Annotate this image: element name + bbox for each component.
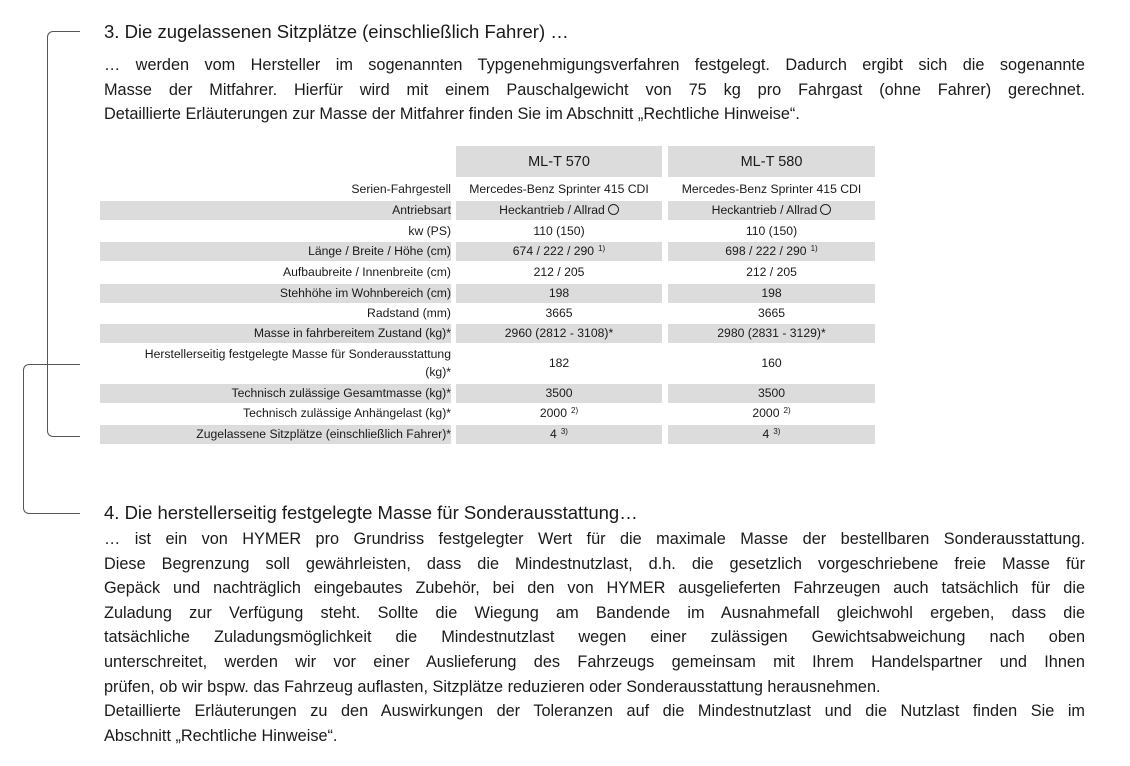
- cell-text: Heckantrieb / Allrad: [711, 203, 818, 217]
- table-row: [100, 345, 875, 382]
- table-row: [100, 284, 875, 303]
- cell-ml-t-570: 3500: [456, 384, 662, 403]
- cell-ml-t-580: [668, 404, 875, 423]
- cell-ml-t-570: 212 / 205: [533, 265, 585, 279]
- paragraph-line: Abschnitt „Rechtliche Hinweise“.: [104, 726, 338, 745]
- footnote-ref: 2): [783, 406, 791, 415]
- section3-paragraph: [104, 53, 1085, 127]
- footnote-ref: 3): [560, 427, 568, 436]
- row-label: kw (PS): [408, 224, 451, 238]
- section4-paragraph: [104, 527, 1085, 748]
- paragraph-line: Masse der Mitfahrer. Hierfür wird mit einem Pauschalgewicht von 75 kg pro Fahrgast (ohne Fahrer) gerechnet.: [104, 80, 1085, 99]
- cell-ml-t-580: [668, 201, 875, 220]
- paragraph-line: prüfen, ob wir bspw. das Fahrzeug auflasten, Sitzplätze reduzieren oder Sonderausstattung herausnehmen.: [104, 677, 881, 696]
- footnote-ref: 1): [598, 244, 606, 253]
- section4-heading: 4. Die herstellerseitig festgelegte Masse für Sonderausstattung…: [104, 502, 638, 523]
- section3-heading: 3. Die zugelassenen Sitzplätze (einschließlich Fahrer) …: [104, 21, 569, 42]
- paragraph-line: unterschreitet, werden wir vor einer Auslieferung des Fahrzeugs gemeinsam mit Ihrem Handelspartner und Ihnen: [104, 652, 1085, 671]
- cell-ml-t-580: 212 / 205: [746, 265, 797, 279]
- row-label: Zugelassene Sitzplätze (einschließlich Fahrer)*: [100, 425, 451, 444]
- column-header-ml-t-570: ML-T 570: [456, 146, 662, 177]
- cell-ml-t-570: 110 (150): [533, 224, 585, 238]
- footnote-ref: 2): [571, 406, 579, 415]
- cell-text: 2000: [539, 406, 567, 420]
- paragraph-line: Detaillierte Erläuterungen zur Masse der Mitfahrer finden Sie im Abschnitt „Rechtliche Hinweise“.: [104, 105, 800, 124]
- cell-text: 4: [550, 427, 557, 441]
- column-header-ml-t-580: ML-T 580: [668, 146, 875, 177]
- table-row: [100, 180, 875, 199]
- paragraph-line: Gepäck und nachträglich eingebautes Zubehör, bei den von HYMER ausgelieferten Fahrzeugen auch tatsächlich für die: [104, 579, 1085, 598]
- cell-text: 698 / 222 / 290: [725, 244, 807, 258]
- row-label-line: Herstellerseitig festgelegte Masse für Sonderausstattung: [144, 347, 451, 361]
- bracket-section4: [23, 364, 80, 514]
- row-label: [100, 345, 451, 381]
- circle-icon: [820, 204, 831, 215]
- table-row: [100, 263, 875, 282]
- row-label: Technisch zulässige Anhängelast (kg)*: [243, 406, 451, 420]
- cell-ml-t-580: 3665: [757, 306, 786, 320]
- paragraph-line: tatsächliche Zuladungsmöglichkeit die Mindestnutzlast wegen einer zulässigen Gewichtsabweichung nach oben: [104, 628, 1085, 647]
- row-label: Radstand (mm): [367, 306, 451, 320]
- cell-text: 2000: [752, 406, 780, 420]
- table-row: [100, 425, 875, 444]
- cell-ml-t-580: 110 (150): [745, 224, 798, 238]
- row-label: Masse in fahrbereitem Zustand (kg)*: [100, 324, 451, 343]
- cell-ml-t-580: 2980 (2831 - 3129)*: [668, 324, 875, 343]
- cell-ml-t-570: 2960 (2812 - 3108)*: [456, 324, 662, 343]
- cell-ml-t-580: 198: [668, 284, 875, 303]
- cell-ml-t-570: [456, 404, 662, 423]
- row-label: Stehhöhe im Wohnbereich (cm): [100, 284, 451, 303]
- table-row: [100, 304, 875, 323]
- cell-ml-t-580: 3500: [668, 384, 875, 403]
- cell-ml-t-570: [456, 201, 662, 220]
- table-row: [100, 242, 875, 261]
- cell-ml-t-570: 198: [456, 284, 662, 303]
- paragraph-line: … ist ein von HYMER pro Grundriss festgelegter Wert für die maximale Masse der bestellbaren Sonderausstattung.: [104, 530, 1085, 548]
- paragraph-line: Detaillierte Erläuterungen zu den Auswirkungen der Toleranzen auf die Mindestnutzlast und die Nutzlast finden Sie im: [104, 702, 1085, 721]
- cell-ml-t-570: [456, 425, 662, 444]
- paragraph-line: … werden vom Hersteller im sogenannten Typgenehmigungsverfahren festgelegt. Dadurch ergibt sich die sogenannte: [104, 56, 1085, 74]
- row-label-line: (kg)*: [425, 365, 451, 379]
- row-label: Serien-Fahrgestell: [351, 182, 451, 196]
- cell-ml-t-570: 3665: [545, 306, 573, 320]
- cell-ml-t-580: [668, 425, 875, 444]
- cell-text: 4: [762, 427, 770, 441]
- table-row: [100, 404, 875, 423]
- cell-ml-t-580: 160: [761, 356, 782, 370]
- row-label: Technisch zulässige Gesamtmasse (kg)*: [100, 384, 451, 403]
- row-label: Länge / Breite / Höhe (cm): [100, 242, 451, 261]
- row-label: Antriebsart: [100, 201, 451, 220]
- cell-ml-t-580: [668, 242, 875, 261]
- table-row: [100, 324, 875, 343]
- paragraph-line: Diese Begrenzung soll gewährleisten, dass die Mindestnutzlast, d.h. die gesetzlich vorgeschriebene freie Masse für: [104, 554, 1085, 573]
- cell-ml-t-570: Mercedes-Benz Sprinter 415 CDI: [469, 182, 649, 196]
- footnote-ref: 3): [773, 427, 781, 436]
- cell-text: Heckantrieb / Allrad: [499, 203, 605, 217]
- paragraph-line: Zuladung zur Verfügung steht. Sollte die Wiegung am Bandende im Ausnahmefall gleichwohl ergeben, dass die: [104, 603, 1085, 622]
- cell-text: 674 / 222 / 290: [512, 244, 595, 258]
- cell-ml-t-570: 182: [548, 356, 570, 370]
- circle-icon: [608, 204, 619, 215]
- cell-ml-t-570: [456, 242, 662, 261]
- table-row: [100, 384, 875, 403]
- cell-ml-t-580: Mercedes-Benz Sprinter 415 CDI: [681, 182, 862, 196]
- row-label: Aufbaubreite / Innenbreite (cm): [282, 265, 451, 279]
- table-row: [100, 222, 875, 241]
- table-row: [100, 201, 875, 220]
- footnote-ref: 1): [810, 244, 818, 253]
